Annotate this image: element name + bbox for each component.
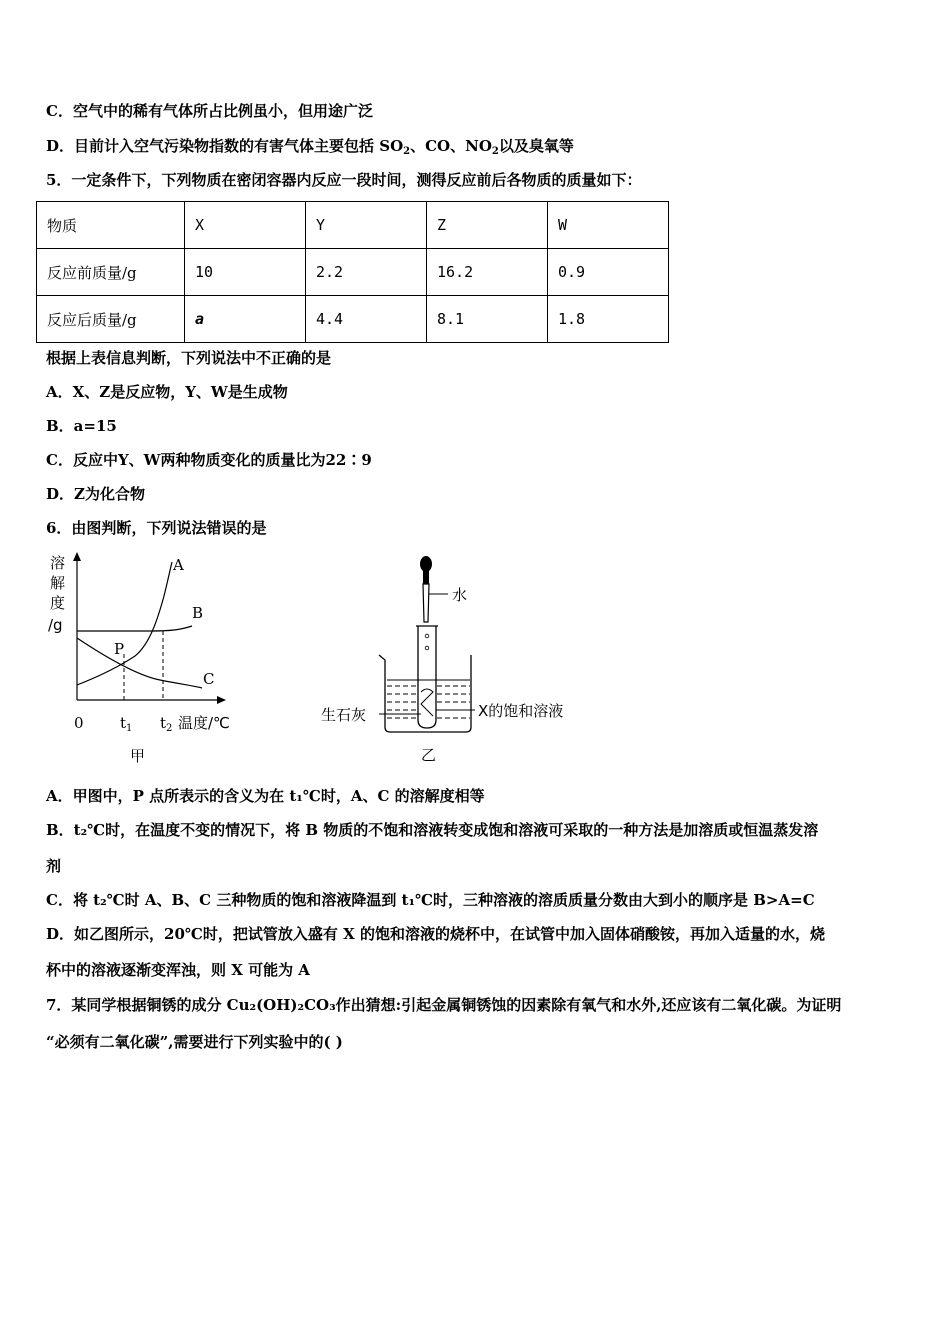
curve-c-label: C xyxy=(203,670,215,688)
solution-lines xyxy=(387,680,470,718)
table-cell: 1.8 xyxy=(548,296,669,343)
table-header-cell: X xyxy=(185,202,306,249)
q4-option-d-prefix: D．目前计入空气污染物指数的有害气体主要包括 SO xyxy=(46,137,404,155)
y-axis-label-char: 解 xyxy=(50,574,66,592)
q4-option-d-mid: 、CO、NO xyxy=(410,137,492,155)
x-axis-label: 温度/℃ xyxy=(178,714,230,732)
q6-option-a: A．甲图中，P 点所表示的含义为在 t₁℃时，A、C 的溶解度相等 xyxy=(46,787,485,805)
q5-question: 根据上表信息判断，下列说法中不正确的是 xyxy=(46,349,332,367)
origin-label: 0 xyxy=(74,714,84,732)
table-cell: 0.9 xyxy=(548,249,669,296)
curve-a-label: A xyxy=(173,556,184,574)
x-axis-arrow-icon xyxy=(217,696,226,704)
q6-option-b-line1: B．t₂℃时，在温度不变的情况下，将 B 物质的不饱和溶液转变成饱和溶液可采取的一种方法是加溶质或恒温蒸发溶 xyxy=(46,821,819,839)
q5-option-d: D．Z为化合物 xyxy=(46,485,145,503)
figure-yi-caption: 乙 xyxy=(421,746,437,764)
table-cell: a xyxy=(185,296,306,343)
table-header-cell: W xyxy=(548,202,669,249)
table-header-cell: Y xyxy=(306,202,427,249)
table-cell: 4.4 xyxy=(306,296,427,343)
curve-b-label: B xyxy=(192,604,204,622)
q4-option-d-sub2: 2 xyxy=(491,146,499,157)
q7-stem-line1: 7．某同学根据铜锈的成分 Cu₂(OH)₂CO₃作出猜想:引起金属铜锈蚀的因素除有氧气和水外,还应该有二氧化碳。为证明 xyxy=(46,996,842,1014)
y-axis-label-char: /g xyxy=(48,616,63,634)
table-cell: 8.1 xyxy=(427,296,548,343)
lime-label: 生石灰 xyxy=(321,706,367,724)
q5-option-a: A．X、Z是反应物，Y、W是生成物 xyxy=(46,383,288,401)
mass-table xyxy=(36,201,669,343)
beaker-apparatus xyxy=(315,552,590,770)
q4-option-c: C．空气中的稀有气体所占比例虽小，但用途广泛 xyxy=(46,102,373,120)
q6-option-c: C．将 t₂℃时 A、B、C 三种物质的饱和溶液降温到 t₁℃时，三种溶液的溶质质量分数由大到小的顺序是 B>A=C xyxy=(46,891,815,909)
table-cell: 16.2 xyxy=(427,249,548,296)
q6-option-d-line2: 杯中的溶液逐渐变浑浊，则 X 可能为 A xyxy=(46,961,310,979)
test-tube xyxy=(418,626,436,728)
table-cell: 反应后质量/g xyxy=(37,296,185,343)
table-header-row xyxy=(37,202,669,249)
t2-label: $t_2$ xyxy=(160,714,173,734)
q4-option-d xyxy=(46,136,574,162)
y-axis-label-char: 溶 xyxy=(50,554,66,572)
q4-option-d-sub1: 2 xyxy=(403,146,411,157)
curve-b xyxy=(77,626,192,631)
q6-option-d-line1: D．如乙图所示，20℃时，把试管放入盛有 X 的饱和溶液的烧杯中，在试管中加入固体硝酸铵，再加入适量的水，烧 xyxy=(46,925,825,943)
q5-option-b: B．a=15 xyxy=(46,417,117,435)
q5-stem: 5．一定条件下，下列物质在密闭容器内反应一段时间，测得反应前后各物质的质量如下： xyxy=(46,171,642,189)
q6-stem: 6．由图判断，下列说法错误的是 xyxy=(46,519,267,537)
curve-c xyxy=(77,638,202,688)
tube-solid xyxy=(421,689,433,716)
dropper-tube xyxy=(423,584,429,622)
y-axis-arrow-icon xyxy=(73,552,81,561)
table-cell: 2.2 xyxy=(306,249,427,296)
solubility-chart xyxy=(40,548,260,770)
t1-label: $t_1$ xyxy=(120,714,133,734)
figure-jia-caption: 甲 xyxy=(130,747,146,765)
table-row xyxy=(37,296,669,343)
q5-option-c: C．反应中Y、W两种物质变化的质量比为22∶9 xyxy=(46,451,372,469)
table-cell: 反应前质量/g xyxy=(37,249,185,296)
table-row xyxy=(37,249,669,296)
solution-label: X的饱和溶液 xyxy=(478,702,564,720)
q4-option-d-suffix: 以及臭氧等 xyxy=(498,137,574,155)
table-cell: 10 xyxy=(185,249,306,296)
dropper-bulb-icon xyxy=(420,556,432,572)
table-header-cell: 物质 xyxy=(37,202,185,249)
y-axis-label-char: 度 xyxy=(50,594,66,612)
q6-option-b-line2: 剂 xyxy=(46,857,62,875)
table-header-cell: Z xyxy=(427,202,548,249)
q7-stem-line2: “必须有二氧化碳”,需要进行下列实验中的( ) xyxy=(46,1033,343,1051)
water-label: 水 xyxy=(452,586,468,604)
point-p-label: P xyxy=(114,640,125,658)
